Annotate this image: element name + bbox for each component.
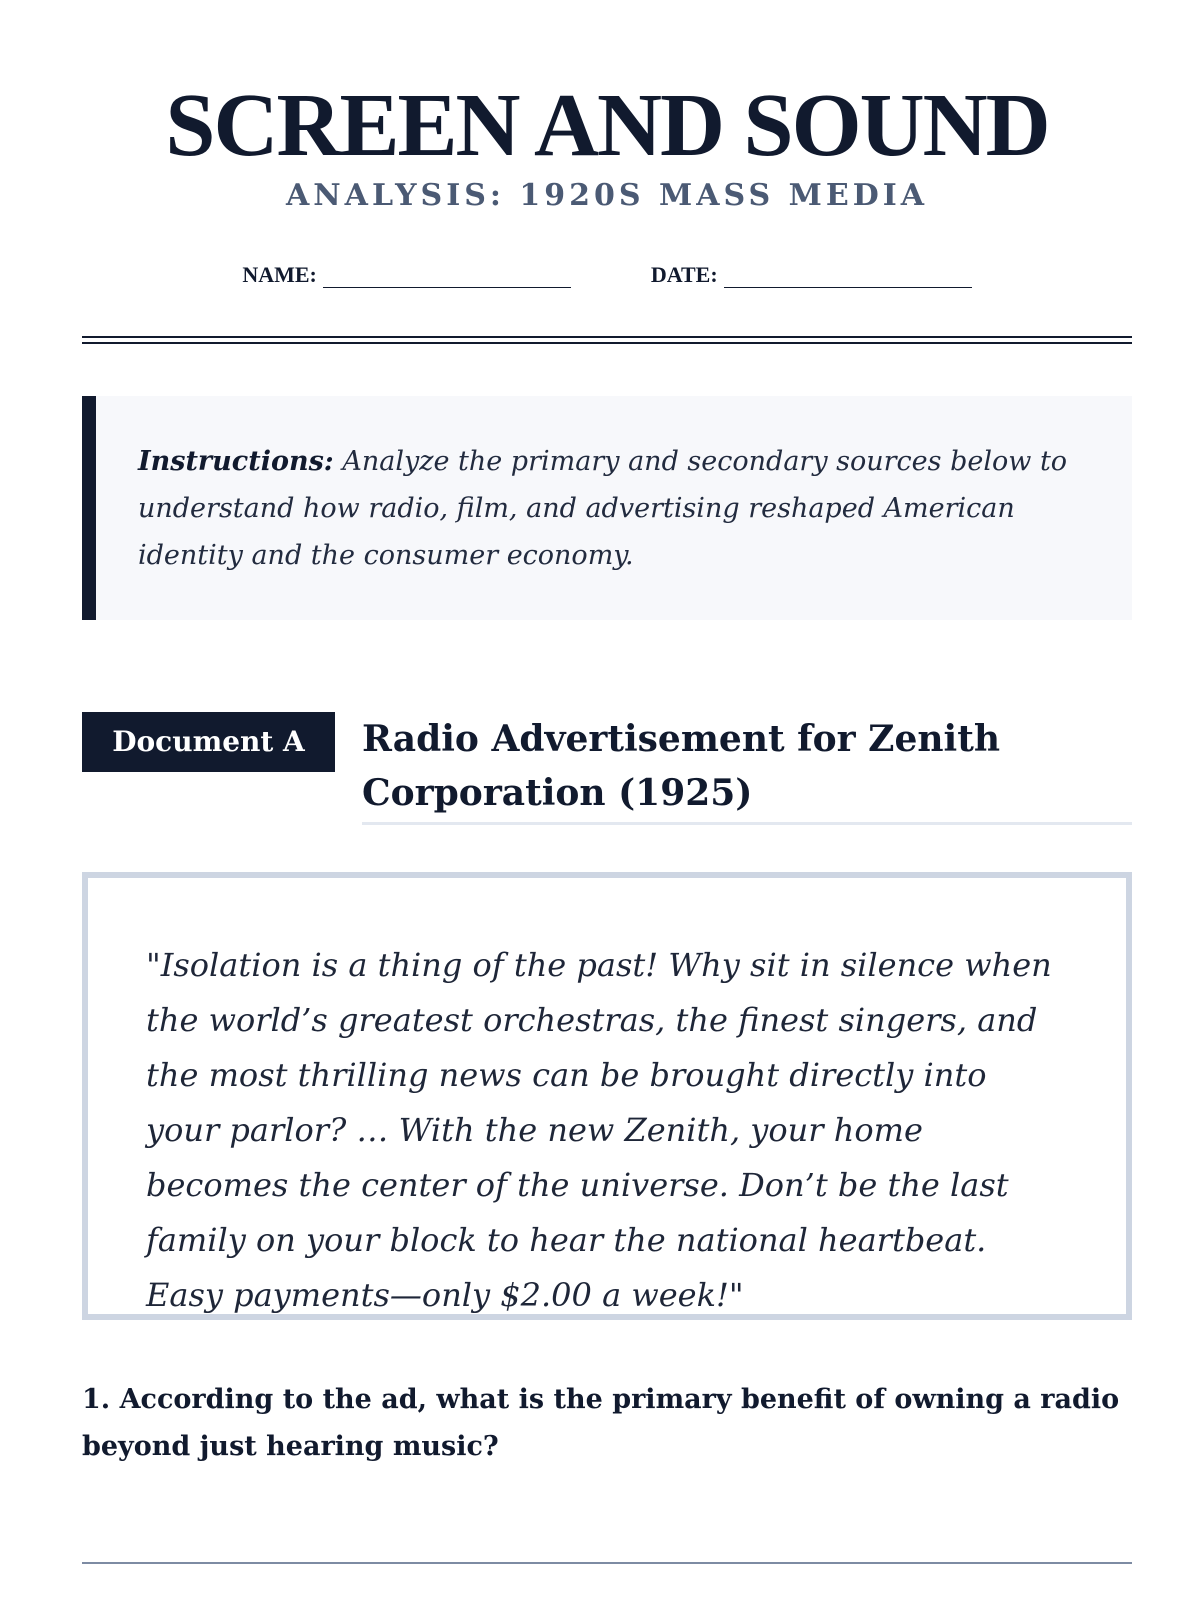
date-field[interactable] <box>651 262 972 288</box>
date-label: DATE: <box>650 262 718 287</box>
date-blank[interactable] <box>724 269 972 288</box>
instructions-text: Analyze the primary and secondary sources below to understand how radio, film, and advertising reshaped American identity and the consumer economy. <box>138 446 1068 571</box>
document-a-tag: Document A <box>82 712 335 772</box>
page-title: SCREEN AND SOUND <box>165 76 1049 175</box>
question-1: 1. According to the ad, what is the primary benefit of owning a radio beyond just hearing music? <box>82 1384 1120 1462</box>
instructions-panel <box>82 396 1132 620</box>
student-info-fields <box>82 262 1132 288</box>
document-a-title: Radio Advertisement for Zenith Corporation (1925) <box>362 712 1132 825</box>
instructions-lead: Instructions: <box>138 446 334 477</box>
document-a-quote: "Isolation is a thing of the past! Why sit in silence when the world’s greatest orchestras, the finest singers, and the most thrilling news can be brought directly into your parlor? … With the new Zenith, your home becomes the center of the universe. Don’t be the last family on your block to hear the national heartbeat. Easy payments—only $2.00 a week!" <box>146 946 1052 1314</box>
name-blank[interactable] <box>323 269 571 288</box>
header-divider <box>82 336 1132 344</box>
name-field[interactable] <box>242 262 571 288</box>
page-subtitle: ANALYSIS: 1920S MASS MEDIA <box>285 178 929 213</box>
answer-line-1[interactable] <box>82 1562 1132 1564</box>
name-label: NAME: <box>242 262 317 287</box>
document-a-quote-box <box>82 872 1132 1320</box>
document-a-header <box>82 712 1132 832</box>
